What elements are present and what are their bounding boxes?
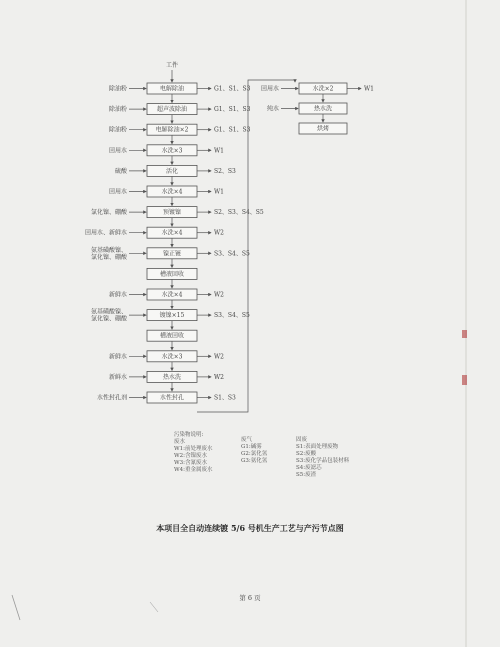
step-label: 槽液回收 xyxy=(159,332,185,340)
side-process-column xyxy=(261,83,374,134)
output-label: W2 xyxy=(214,373,224,381)
output-label: S3、S4、S5 xyxy=(214,250,250,258)
legend-line: G1:碱雾 xyxy=(241,444,262,450)
input-label: 回用水 xyxy=(108,188,127,196)
output-label: G1、S1、S3 xyxy=(214,126,251,134)
main-step-7 xyxy=(147,207,197,218)
legend-line: S3:废化学品包装材料 xyxy=(296,458,350,464)
output-label: S2、S3 xyxy=(214,167,236,175)
step-label: 水洗×2 xyxy=(312,85,334,93)
legend-line: S1:表面处理废物 xyxy=(296,444,339,450)
step-label: 镀镍×15 xyxy=(159,312,185,320)
figure-caption: 本项目全自动连续镀 5/6 号机生产工艺与产污节点图 xyxy=(156,523,344,533)
input-label: 氨基磺酸镍、 xyxy=(90,246,127,254)
input-label: 氨基磺酸镍、 xyxy=(90,308,127,316)
main-step-3 xyxy=(147,124,197,135)
input-label: 除油粉 xyxy=(108,85,127,93)
input-label: 氯化镍、硼酸 xyxy=(90,315,127,323)
legend-solid-waste xyxy=(296,437,349,479)
input-label: 氯化镍、硼酸 xyxy=(90,209,127,217)
output-label: S2、S3、S4、S5 xyxy=(214,209,264,217)
main-step-13 xyxy=(147,330,197,341)
output-label: W1 xyxy=(214,147,224,155)
output-label: W1 xyxy=(364,85,374,93)
step-label: 活化 xyxy=(165,167,179,175)
input-label: 水性封孔剂 xyxy=(96,394,127,402)
legend-line: 废气 xyxy=(241,437,253,443)
step-label: 电解除油×2 xyxy=(155,126,189,134)
step-label: 水洗×3 xyxy=(161,147,183,155)
output-label: G1、S1、S3 xyxy=(214,85,251,93)
step-label: 水洗×3 xyxy=(161,353,183,361)
legend-line: W3:含氰废水 xyxy=(174,460,208,466)
legend-line: W1:前处理废水 xyxy=(174,446,213,452)
legend-line: 固废 xyxy=(296,437,308,443)
input-label: 新鲜水 xyxy=(108,373,127,381)
legend-line: W4:重金属废水 xyxy=(174,467,213,473)
input-label: 除油粉 xyxy=(108,126,127,134)
legend-gas xyxy=(241,437,267,465)
main-step-4 xyxy=(147,145,197,156)
legend-line: 污染物说明: xyxy=(174,432,204,438)
legend-line: S2:废酸 xyxy=(296,451,317,457)
step-label: 电解除油 xyxy=(159,85,185,93)
step-label: 热水洗 xyxy=(162,373,182,381)
step-label: 水洗×4 xyxy=(161,188,183,196)
side-step-1 xyxy=(299,83,347,94)
step-label: 镍正镀 xyxy=(162,250,182,258)
main-step-10 xyxy=(147,268,197,279)
input-label: 回用水 xyxy=(108,147,127,155)
output-label: W2 xyxy=(214,353,224,361)
output-label: W2 xyxy=(214,229,224,237)
output-label: W2 xyxy=(214,291,224,299)
output-label: S3、S4、S5 xyxy=(214,312,250,320)
main-step-16 xyxy=(147,392,197,403)
step-label: 预镀镍 xyxy=(162,209,182,217)
legend-line: G2:氯化氢 xyxy=(241,451,268,457)
step-label: 水性封孔 xyxy=(159,394,185,402)
main-step-8 xyxy=(147,227,197,238)
legend-line: S5:废渣 xyxy=(296,472,317,478)
legend-line: S4:废滤芯 xyxy=(296,465,322,471)
output-label: S1、S3 xyxy=(214,394,236,402)
main-step-2 xyxy=(147,104,197,115)
legend-pollutants xyxy=(174,432,213,474)
side-step-2 xyxy=(299,103,347,114)
step-label: 烘烤 xyxy=(316,125,330,133)
input-label: 氯化镍、硼酸 xyxy=(90,253,127,261)
step-label: 水洗×4 xyxy=(161,229,183,237)
output-label: G1、S1、S3 xyxy=(214,106,251,114)
step-label: 超声波除油 xyxy=(156,106,188,114)
main-step-5 xyxy=(147,165,197,176)
main-step-9 xyxy=(147,248,197,259)
output-label: W1 xyxy=(214,188,224,196)
step-label: 水洗×4 xyxy=(161,291,183,299)
page-number: 第 6 页 xyxy=(239,594,261,602)
step-label: 槽液回收 xyxy=(159,270,185,278)
input-label: 回用水 xyxy=(260,85,279,93)
main-process-column xyxy=(85,83,264,403)
legend-line: W2:含镍废水 xyxy=(174,453,208,459)
main-step-11 xyxy=(147,289,197,300)
main-step-15 xyxy=(147,371,197,382)
legend-line: G3:氨化氢 xyxy=(241,458,268,464)
side-step-3 xyxy=(299,123,347,134)
input-label: 新鲜水 xyxy=(108,291,127,299)
input-label: 回用水、新鲜水 xyxy=(84,229,127,237)
main-step-1 xyxy=(147,83,197,94)
input-label: 硫酸 xyxy=(114,167,127,175)
main-step-12 xyxy=(147,310,197,321)
main-step-14 xyxy=(147,351,197,362)
legend-line: 废水 xyxy=(174,439,186,445)
start-label: 工件 xyxy=(165,62,179,69)
main-step-6 xyxy=(147,186,197,197)
input-label: 除油粉 xyxy=(108,106,127,114)
input-label: 纯水 xyxy=(266,105,279,113)
input-label: 新鲜水 xyxy=(108,353,127,361)
step-label: 热水洗 xyxy=(313,105,333,113)
